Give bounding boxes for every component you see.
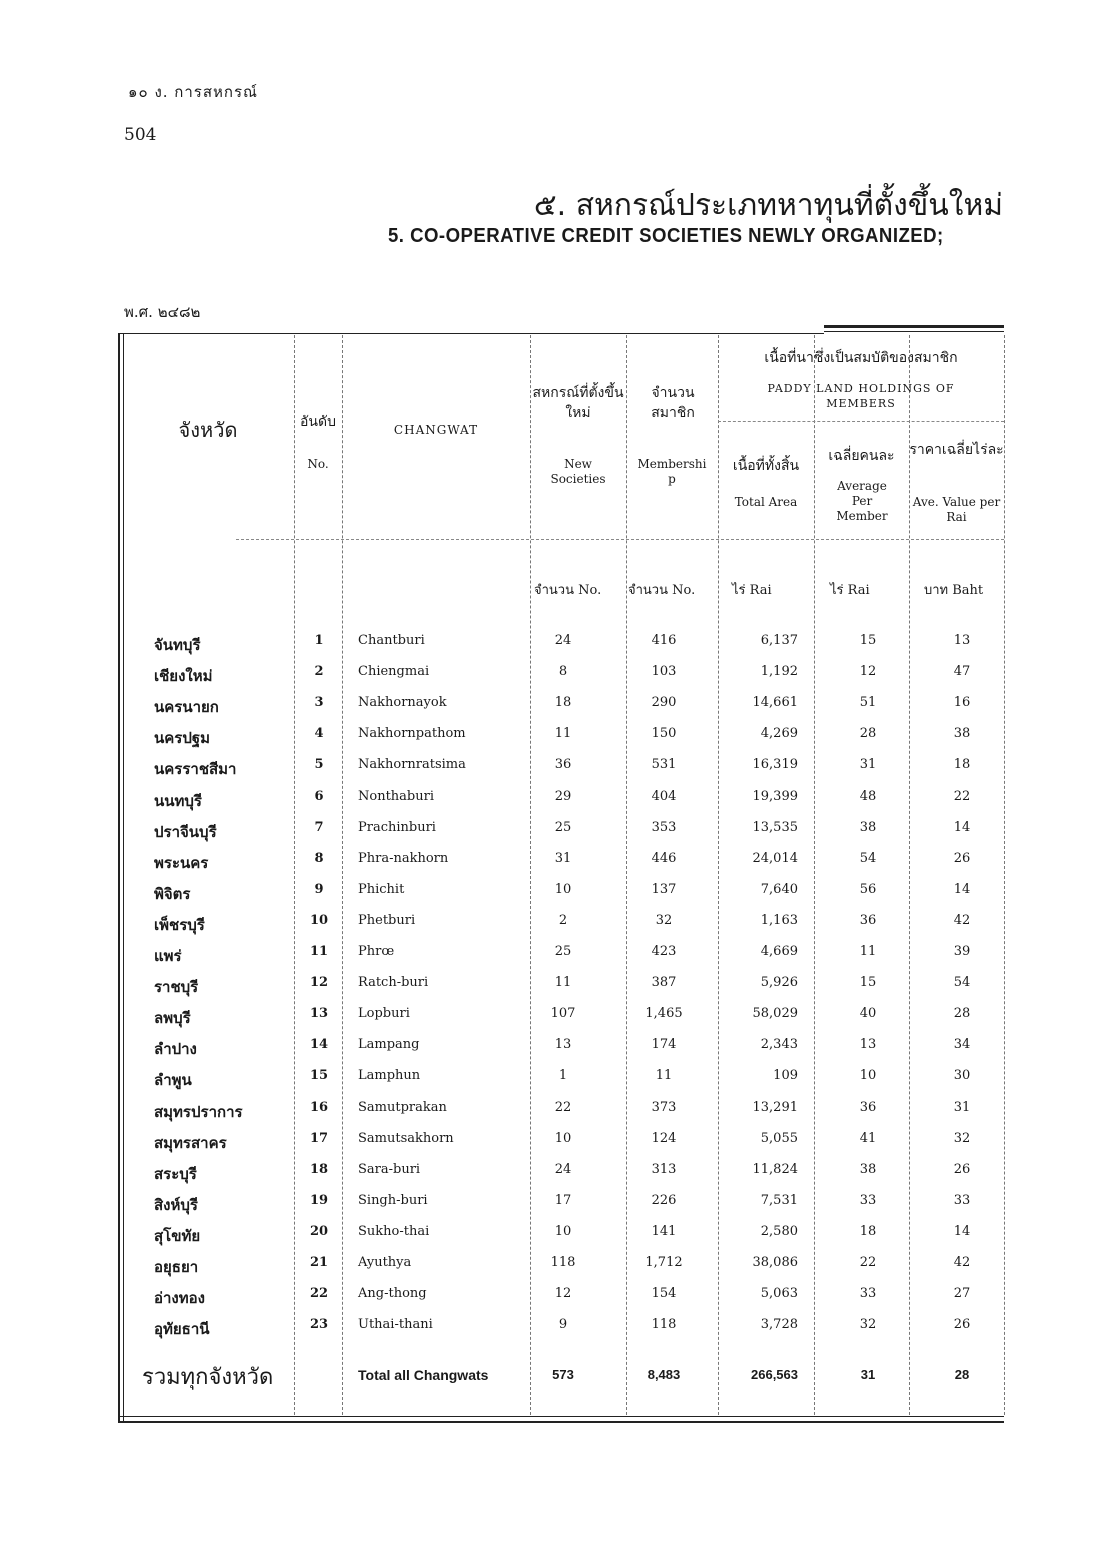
table-row — [118, 695, 1004, 725]
changwat-thai: นครนายก — [154, 698, 219, 717]
average-per-member: 51 — [859, 695, 877, 711]
row-number: 10 — [309, 912, 329, 928]
row-number: 17 — [309, 1130, 329, 1146]
new-societies: 11 — [554, 726, 572, 742]
table-row — [118, 1193, 1004, 1223]
total-area: 7,531 — [760, 1192, 798, 1208]
table-row — [118, 1317, 1004, 1347]
changwat-en: Nakhornayok — [358, 695, 447, 711]
table-row — [118, 789, 1004, 819]
table-row — [118, 944, 1004, 974]
changwat-thai: เพ็ชรบุรี — [154, 915, 205, 934]
new-societies: 36 — [554, 757, 572, 773]
average-per-member: 11 — [859, 944, 877, 959]
total-area: 24,014 — [752, 850, 798, 866]
row-number: 9 — [314, 881, 324, 897]
total-area: 1,163 — [760, 912, 798, 928]
membership: 137 — [651, 881, 677, 897]
total-row — [118, 1367, 1004, 1397]
new-societies: 18 — [554, 695, 572, 711]
header-total-area-thai: เนื้อที่ทั้งสิ้น — [732, 458, 800, 474]
row-number: 14 — [309, 1037, 329, 1053]
row-number: 8 — [314, 850, 324, 866]
new-societies: 8 — [558, 664, 568, 680]
new-societies: 107 — [550, 1006, 576, 1022]
ave-value-per-rai: 38 — [953, 726, 971, 742]
ave-value-per-rai: 42 — [953, 912, 971, 928]
changwat-en: Sukho-thai — [358, 1223, 430, 1239]
ave-value-per-rai: 39 — [953, 944, 971, 959]
total-value: 28 — [954, 1367, 970, 1382]
ave-value-per-rai: 32 — [953, 1130, 971, 1146]
table-row — [118, 1131, 1004, 1161]
new-societies: 22 — [554, 1099, 572, 1115]
row-number: 4 — [314, 726, 324, 742]
changwat-en: Nonthaburi — [358, 788, 434, 804]
membership: 373 — [651, 1099, 677, 1115]
changwat-thai: ลำปาง — [154, 1040, 197, 1059]
ave-value-per-rai: 26 — [953, 1161, 971, 1177]
total-label-thai: รวมทุกจังหวัด — [142, 1365, 274, 1390]
new-societies: 1 — [558, 1068, 568, 1084]
new-societies: 17 — [554, 1192, 572, 1208]
ave-value-per-rai: 14 — [953, 819, 971, 835]
changwat-en: Ayuthya — [358, 1255, 412, 1270]
ave-value-per-rai: 26 — [953, 850, 971, 866]
ave-value-per-rai: 34 — [953, 1037, 971, 1053]
row-number: 18 — [309, 1161, 329, 1177]
new-societies: 12 — [554, 1286, 572, 1302]
changwat-thai: สิงห์บุรี — [154, 1195, 198, 1214]
membership: 141 — [651, 1223, 677, 1239]
total-area: 109 — [773, 1068, 798, 1084]
average-per-member: 32 — [859, 1317, 877, 1333]
ave-value-per-rai: 31 — [953, 1099, 971, 1115]
total-avg: 31 — [860, 1367, 876, 1382]
unit-membership: จำนวน No. — [628, 583, 696, 598]
membership: 226 — [651, 1192, 677, 1208]
average-per-member: 33 — [859, 1192, 877, 1208]
changwat-thai: พิจิตร — [154, 884, 191, 903]
membership: 446 — [651, 850, 677, 866]
membership: 290 — [651, 695, 677, 711]
new-societies: 24 — [554, 633, 572, 648]
table-row — [118, 1255, 1004, 1285]
ave-value-per-rai: 27 — [953, 1286, 971, 1302]
changwat-en: Phetburi — [358, 912, 416, 928]
row-number: 12 — [309, 975, 329, 991]
average-per-member: 13 — [859, 1037, 877, 1053]
ave-value-per-rai: 47 — [953, 664, 971, 680]
changwat-thai: เชียงใหม่ — [154, 667, 213, 686]
header-avg-member-thai: เฉลี่ยคนละ — [828, 448, 895, 464]
total-area: 4,669 — [760, 944, 798, 959]
new-societies: 31 — [554, 850, 572, 866]
changwat-thai: อุทัยธานี — [154, 1320, 210, 1339]
membership: 1,712 — [645, 1255, 683, 1270]
row-number: 19 — [309, 1192, 329, 1208]
average-per-member: 36 — [859, 1099, 877, 1115]
average-per-member: 56 — [859, 881, 877, 897]
total-area: 5,063 — [760, 1286, 798, 1302]
changwat-en: Chiengmai — [358, 664, 430, 680]
total-area: 2,580 — [760, 1223, 798, 1239]
table-row — [118, 820, 1004, 850]
changwat-thai: ลพบุรี — [154, 1009, 191, 1028]
changwat-en: Samutprakan — [358, 1099, 447, 1115]
header-ave-value-en: Ave. Value per Rai — [912, 495, 1001, 524]
total-area: 16,319 — [752, 757, 798, 773]
table-row — [118, 882, 1004, 912]
ave-value-per-rai: 14 — [953, 1223, 971, 1239]
header-ave-value-thai: ราคาเฉลี่ยไร่ละ — [909, 442, 1004, 458]
average-per-member: 22 — [859, 1255, 877, 1270]
ave-value-per-rai: 30 — [953, 1068, 971, 1084]
changwat-en: Nakhornpathom — [358, 726, 466, 742]
year-label: พ.ศ. ๒๔๘๒ — [124, 303, 201, 321]
unit-total-area: ไร่ Rai — [732, 583, 772, 598]
membership: 313 — [651, 1161, 677, 1177]
row-number: 7 — [314, 819, 324, 835]
table-row — [118, 1286, 1004, 1316]
changwat-thai: ราชบุรี — [154, 978, 199, 997]
row-number: 5 — [314, 757, 324, 773]
membership: 416 — [651, 633, 677, 648]
new-societies: 118 — [550, 1255, 576, 1270]
new-societies: 25 — [554, 819, 572, 835]
row-number: 22 — [309, 1286, 329, 1302]
changwat-thai: จันทบุรี — [154, 636, 201, 654]
header-avg-member-en: Average Per Member — [836, 479, 888, 523]
total-area: 4,269 — [760, 726, 798, 742]
total-area: 11,824 — [752, 1161, 798, 1177]
total-area: 6,137 — [760, 633, 798, 648]
total-area: 5,055 — [760, 1130, 798, 1146]
changwat-thai: สระบุรี — [154, 1164, 197, 1183]
row-number: 20 — [309, 1223, 329, 1239]
table-row — [118, 1006, 1004, 1036]
new-societies: 11 — [554, 975, 572, 991]
table-row — [118, 633, 1004, 663]
average-per-member: 54 — [859, 850, 877, 866]
changwat-thai: นครปฐม — [154, 729, 211, 748]
membership: 404 — [651, 788, 677, 804]
header-total-area-en: Total Area — [734, 495, 798, 509]
header-land-group-en: PADDY LAND HOLDINGS OF MEMBERS — [767, 382, 955, 410]
membership: 103 — [651, 664, 677, 680]
changwat-thai: สุโขทัย — [154, 1226, 201, 1245]
membership: 32 — [655, 912, 673, 928]
membership: 387 — [651, 975, 677, 991]
row-number: 23 — [309, 1317, 329, 1333]
total-label-en: Total all Changwats — [358, 1367, 489, 1383]
ave-value-per-rai: 33 — [953, 1192, 971, 1208]
row-number: 2 — [314, 664, 324, 680]
table-row — [118, 1068, 1004, 1098]
changwat-thai: ปราจีนบุรี — [154, 822, 217, 841]
changwat-en: Samutsakhorn — [358, 1130, 454, 1146]
header-new-societies-en: New Societies — [550, 457, 606, 486]
average-per-member: 12 — [859, 664, 877, 680]
changwat-en: Ratch-buri — [358, 975, 429, 991]
new-societies: 10 — [554, 1223, 572, 1239]
header-new-societies-thai: สหกรณ์ที่ตั้งขึ้นใหม่ — [532, 385, 624, 421]
average-per-member: 31 — [859, 757, 877, 773]
ave-value-per-rai: 14 — [953, 881, 971, 897]
total-members: 8,483 — [647, 1367, 681, 1382]
total-area: 14,661 — [752, 695, 798, 711]
header-membership-en: Membership — [637, 457, 707, 486]
header-membership-thai: จำนวนสมาชิก — [651, 385, 695, 421]
data-table — [118, 323, 1004, 1423]
new-societies: 2 — [558, 912, 568, 928]
membership: 1,465 — [645, 1006, 683, 1022]
changwat-thai: สมุทรปราการ — [154, 1102, 243, 1121]
table-row — [118, 1100, 1004, 1130]
total-societies: 573 — [552, 1367, 574, 1382]
average-per-member: 41 — [859, 1130, 877, 1146]
changwat-en: Phichit — [358, 881, 405, 897]
total-area: 13,291 — [752, 1099, 798, 1115]
new-societies: 10 — [554, 1130, 572, 1146]
average-per-member: 15 — [859, 633, 877, 648]
membership: 353 — [651, 819, 677, 835]
row-number: 3 — [314, 695, 324, 711]
changwat-thai: แพร่ — [154, 947, 182, 965]
header-order-thai: อันดับ — [300, 414, 336, 430]
membership: 154 — [651, 1286, 677, 1302]
table-row — [118, 1037, 1004, 1067]
ave-value-per-rai: 28 — [953, 1006, 971, 1022]
new-societies: 24 — [554, 1161, 572, 1177]
changwat-thai: อยุธยา — [154, 1258, 199, 1276]
total-area: 13,535 — [752, 819, 798, 835]
row-number: 13 — [309, 1006, 329, 1022]
ave-value-per-rai: 18 — [953, 757, 971, 773]
changwat-en: Ang-thong — [358, 1286, 427, 1302]
changwat-thai: ลำพูน — [154, 1071, 192, 1090]
total-area: 3,728 — [760, 1317, 798, 1333]
changwat-en: Prachinburi — [358, 819, 436, 835]
average-per-member: 48 — [859, 788, 877, 804]
membership: 423 — [651, 944, 677, 959]
table-row — [118, 913, 1004, 943]
ave-value-per-rai: 22 — [953, 788, 971, 804]
row-number: 15 — [309, 1068, 329, 1084]
ave-value-per-rai: 42 — [953, 1255, 971, 1270]
table-row — [118, 851, 1004, 881]
membership: 124 — [651, 1130, 677, 1146]
table-row — [118, 975, 1004, 1005]
row-number: 11 — [309, 944, 329, 959]
row-number: 16 — [309, 1099, 329, 1115]
total-area: 58,029 — [752, 1006, 798, 1022]
changwat-thai: พระนคร — [154, 853, 209, 872]
table-row — [118, 664, 1004, 694]
ave-value-per-rai: 16 — [953, 695, 971, 711]
ave-value-per-rai: 26 — [953, 1317, 971, 1333]
unit-ave-value: บาท Baht — [924, 583, 984, 598]
row-number: 6 — [314, 788, 324, 804]
average-per-member: 10 — [859, 1068, 877, 1084]
new-societies: 29 — [554, 788, 572, 804]
header-changwat-en: CHANGWAT — [393, 423, 479, 437]
membership: 150 — [651, 726, 677, 742]
total-area: 7,640 — [760, 881, 798, 897]
page-number: 504 — [124, 125, 157, 145]
membership: 174 — [651, 1037, 677, 1053]
header-order-en: No. — [307, 457, 329, 471]
table-row — [118, 757, 1004, 787]
ave-value-per-rai: 54 — [953, 975, 971, 991]
changwat-en: Nakhornratsima — [358, 757, 466, 773]
average-per-member: 15 — [859, 975, 877, 991]
changwat-en: Lamphun — [358, 1068, 421, 1084]
changwat-thai: อ่างทอง — [154, 1289, 205, 1308]
changwat-thai: สมุทรสาคร — [154, 1133, 227, 1152]
changwat-en: Chantburi — [358, 633, 425, 648]
total-area: 38,086 — [752, 1255, 798, 1270]
unit-societies: จำนวน No. — [534, 583, 602, 598]
table-row — [118, 726, 1004, 756]
membership: 118 — [651, 1317, 677, 1333]
membership: 531 — [651, 757, 677, 773]
new-societies: 25 — [554, 944, 572, 959]
changwat-thai: นนทบุรี — [154, 791, 202, 810]
total-area: 266,563 — [751, 1367, 798, 1382]
header-land-group-thai: เนื้อที่นาซึ่งเป็นสมบัติของสมาชิก — [764, 350, 958, 366]
changwat-en: Phra-nakhorn — [358, 850, 449, 866]
new-societies: 10 — [554, 881, 572, 897]
average-per-member: 28 — [859, 726, 877, 742]
table-row — [118, 1224, 1004, 1254]
average-per-member: 18 — [859, 1223, 877, 1239]
ave-value-per-rai: 13 — [953, 633, 971, 648]
changwat-en: Singh-buri — [358, 1192, 428, 1208]
changwat-thai: นครราชสีมา — [154, 760, 237, 779]
changwat-en: Phrœ — [358, 944, 395, 959]
new-societies: 13 — [554, 1037, 572, 1053]
average-per-member: 38 — [859, 819, 877, 835]
header-changwat-thai: จังหวัด — [178, 418, 238, 442]
table-title-thai: ๕. สหกรณ์ประเภทหาทุนที่ตั้งขึ้นใหม่ — [533, 188, 1003, 223]
total-area: 2,343 — [760, 1037, 798, 1053]
average-per-member: 38 — [859, 1161, 877, 1177]
unit-avg-member: ไร่ Rai — [830, 583, 870, 598]
total-area: 5,926 — [760, 975, 798, 991]
changwat-en: Uthai-thani — [358, 1317, 433, 1333]
total-area: 1,192 — [760, 664, 798, 680]
new-societies: 9 — [558, 1317, 568, 1333]
membership: 11 — [655, 1068, 673, 1084]
average-per-member: 36 — [859, 912, 877, 928]
table-title-english: 5. CO-OPERATIVE CREDIT SOCIETIES NEWLY ORGANIZED; — [388, 225, 944, 247]
changwat-en: Lampang — [358, 1037, 420, 1053]
table-row — [118, 1162, 1004, 1192]
changwat-en: Sara-buri — [358, 1161, 421, 1177]
total-area: 19,399 — [752, 788, 798, 804]
row-number: 21 — [309, 1255, 329, 1270]
changwat-en: Lopburi — [358, 1006, 410, 1022]
average-per-member: 40 — [859, 1006, 877, 1022]
row-number: 1 — [314, 633, 324, 648]
section-header: ๑๐ ง. การสหกรณ์ — [128, 83, 258, 101]
average-per-member: 33 — [859, 1286, 877, 1302]
